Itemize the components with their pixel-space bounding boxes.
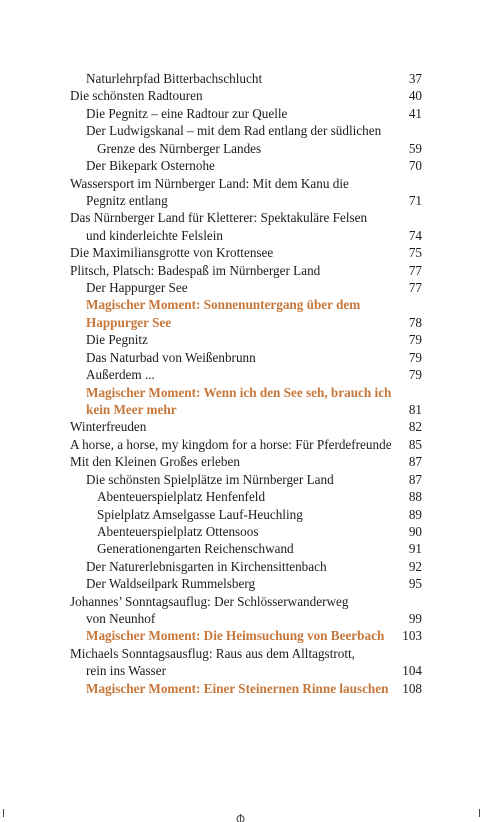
toc-entry: Spielplatz Amselgasse Lauf-Heuchling [97,506,303,523]
registration-mark-icon [236,814,245,822]
toc-page-number: 75 [409,244,422,261]
toc-page-number: 70 [409,157,422,174]
toc-page-number: 79 [409,366,422,383]
toc-page-number: 79 [409,349,422,366]
toc-page-number: 37 [409,70,422,87]
toc-page-number: 81 [409,401,422,418]
toc-entry: von Neunhof [86,610,155,627]
toc-entry: Winterfreuden [70,418,146,435]
toc-page-number: 82 [409,418,422,435]
toc-page-number: 104 [402,662,422,679]
toc-page-number: 59 [409,140,422,157]
toc-page-number: 41 [409,105,422,122]
toc-page-number: 88 [409,488,422,505]
toc-entry: rein ins Wasser [86,662,166,679]
toc-entry: Abenteuerspielplatz Henfenfeld [97,488,265,505]
toc-page-number: 79 [409,331,422,348]
toc-entry: Der Naturerlebnisgarten in Kirchensittenbach [86,558,327,575]
toc-page-number: 77 [409,279,422,296]
toc-entry-highlight: kein Meer mehr [86,401,177,418]
toc-entry: Grenze des Nürnberger Landes [97,140,261,157]
toc-page-number: 77 [409,262,422,279]
toc-page-number: 108 [402,680,422,697]
toc-entry: Wassersport im Nürnberger Land: Mit dem Kanu die [70,175,349,192]
toc-page-number: 85 [409,436,422,453]
toc-entry: A horse, a horse, my kingdom for a horse: Für Pferdefreunde [70,436,392,453]
toc-entry-highlight: Happurger See [86,314,171,331]
toc-entry: Die Pegnitz – eine Radtour zur Quelle [86,105,287,122]
crop-mark-left [3,809,4,817]
toc-entry-highlight: Magischer Moment: Die Heimsuchung von Beerbach [86,627,384,644]
toc-page-number: 95 [409,575,422,592]
toc-entry: Die schönsten Radtouren [70,87,203,104]
toc-page-number: 90 [409,523,422,540]
toc-entry: Mit den Kleinen Großes erleben [70,453,240,470]
toc-entry: Außerdem ... [86,366,155,383]
toc-entry: Das Nürnberger Land für Kletterer: Spektakuläre Felsen [70,209,367,226]
toc-entry: Abenteuerspielplatz Ottensoos [97,523,259,540]
toc-entry: Michaels Sonntagsausflug: Raus aus dem Alltagstrott, [70,645,355,662]
toc-page-number: 91 [409,540,422,557]
toc-entry: Plitsch, Platsch: Badespaß im Nürnberger Land [70,262,320,279]
toc-page-number: 74 [409,227,422,244]
toc-page-number: 40 [409,87,422,104]
toc-entry-highlight: Magischer Moment: Einer Steinernen Rinne lauschen [86,680,388,697]
toc-entry: und kinderleichte Felslein [86,227,223,244]
crop-mark-right [479,809,480,817]
toc-entry-highlight: Magischer Moment: Sonnenuntergang über dem [86,296,360,313]
toc-page-number: 71 [409,192,422,209]
toc-page-number: 92 [409,558,422,575]
toc-page-number: 103 [402,627,422,644]
toc-entry: Der Happurger See [86,279,188,296]
toc-page-number: 87 [409,453,422,470]
toc-page-number: 89 [409,506,422,523]
toc-page-number: 78 [409,314,422,331]
toc-entry: Naturlehrpfad Bitterbachschlucht [86,70,262,87]
toc-entry: Der Ludwigskanal – mit dem Rad entlang der südlichen [86,122,381,139]
toc-entry: Johannes’ Sonntagsauflug: Der Schlösserwanderweg [70,593,348,610]
toc-entry-highlight: Magischer Moment: Wenn ich den See seh, brauch ich [86,384,391,401]
toc-entry: Pegnitz entlang [86,192,168,209]
toc-entry: Die Maximiliansgrotte von Krottensee [70,244,273,261]
toc-entry: Das Naturbad von Weißenbrunn [86,349,256,366]
toc-entry: Generationengarten Reichenschwand [97,540,294,557]
toc-page-number: 99 [409,610,422,627]
toc-page-number: 87 [409,471,422,488]
toc-entry: Der Waldseilpark Rummelsberg [86,575,255,592]
toc-entry: Die schönsten Spielplätze im Nürnberger Land [86,471,334,488]
toc-entry: Der Bikepark Osternohe [86,157,215,174]
toc-entry: Die Pegnitz [86,331,148,348]
